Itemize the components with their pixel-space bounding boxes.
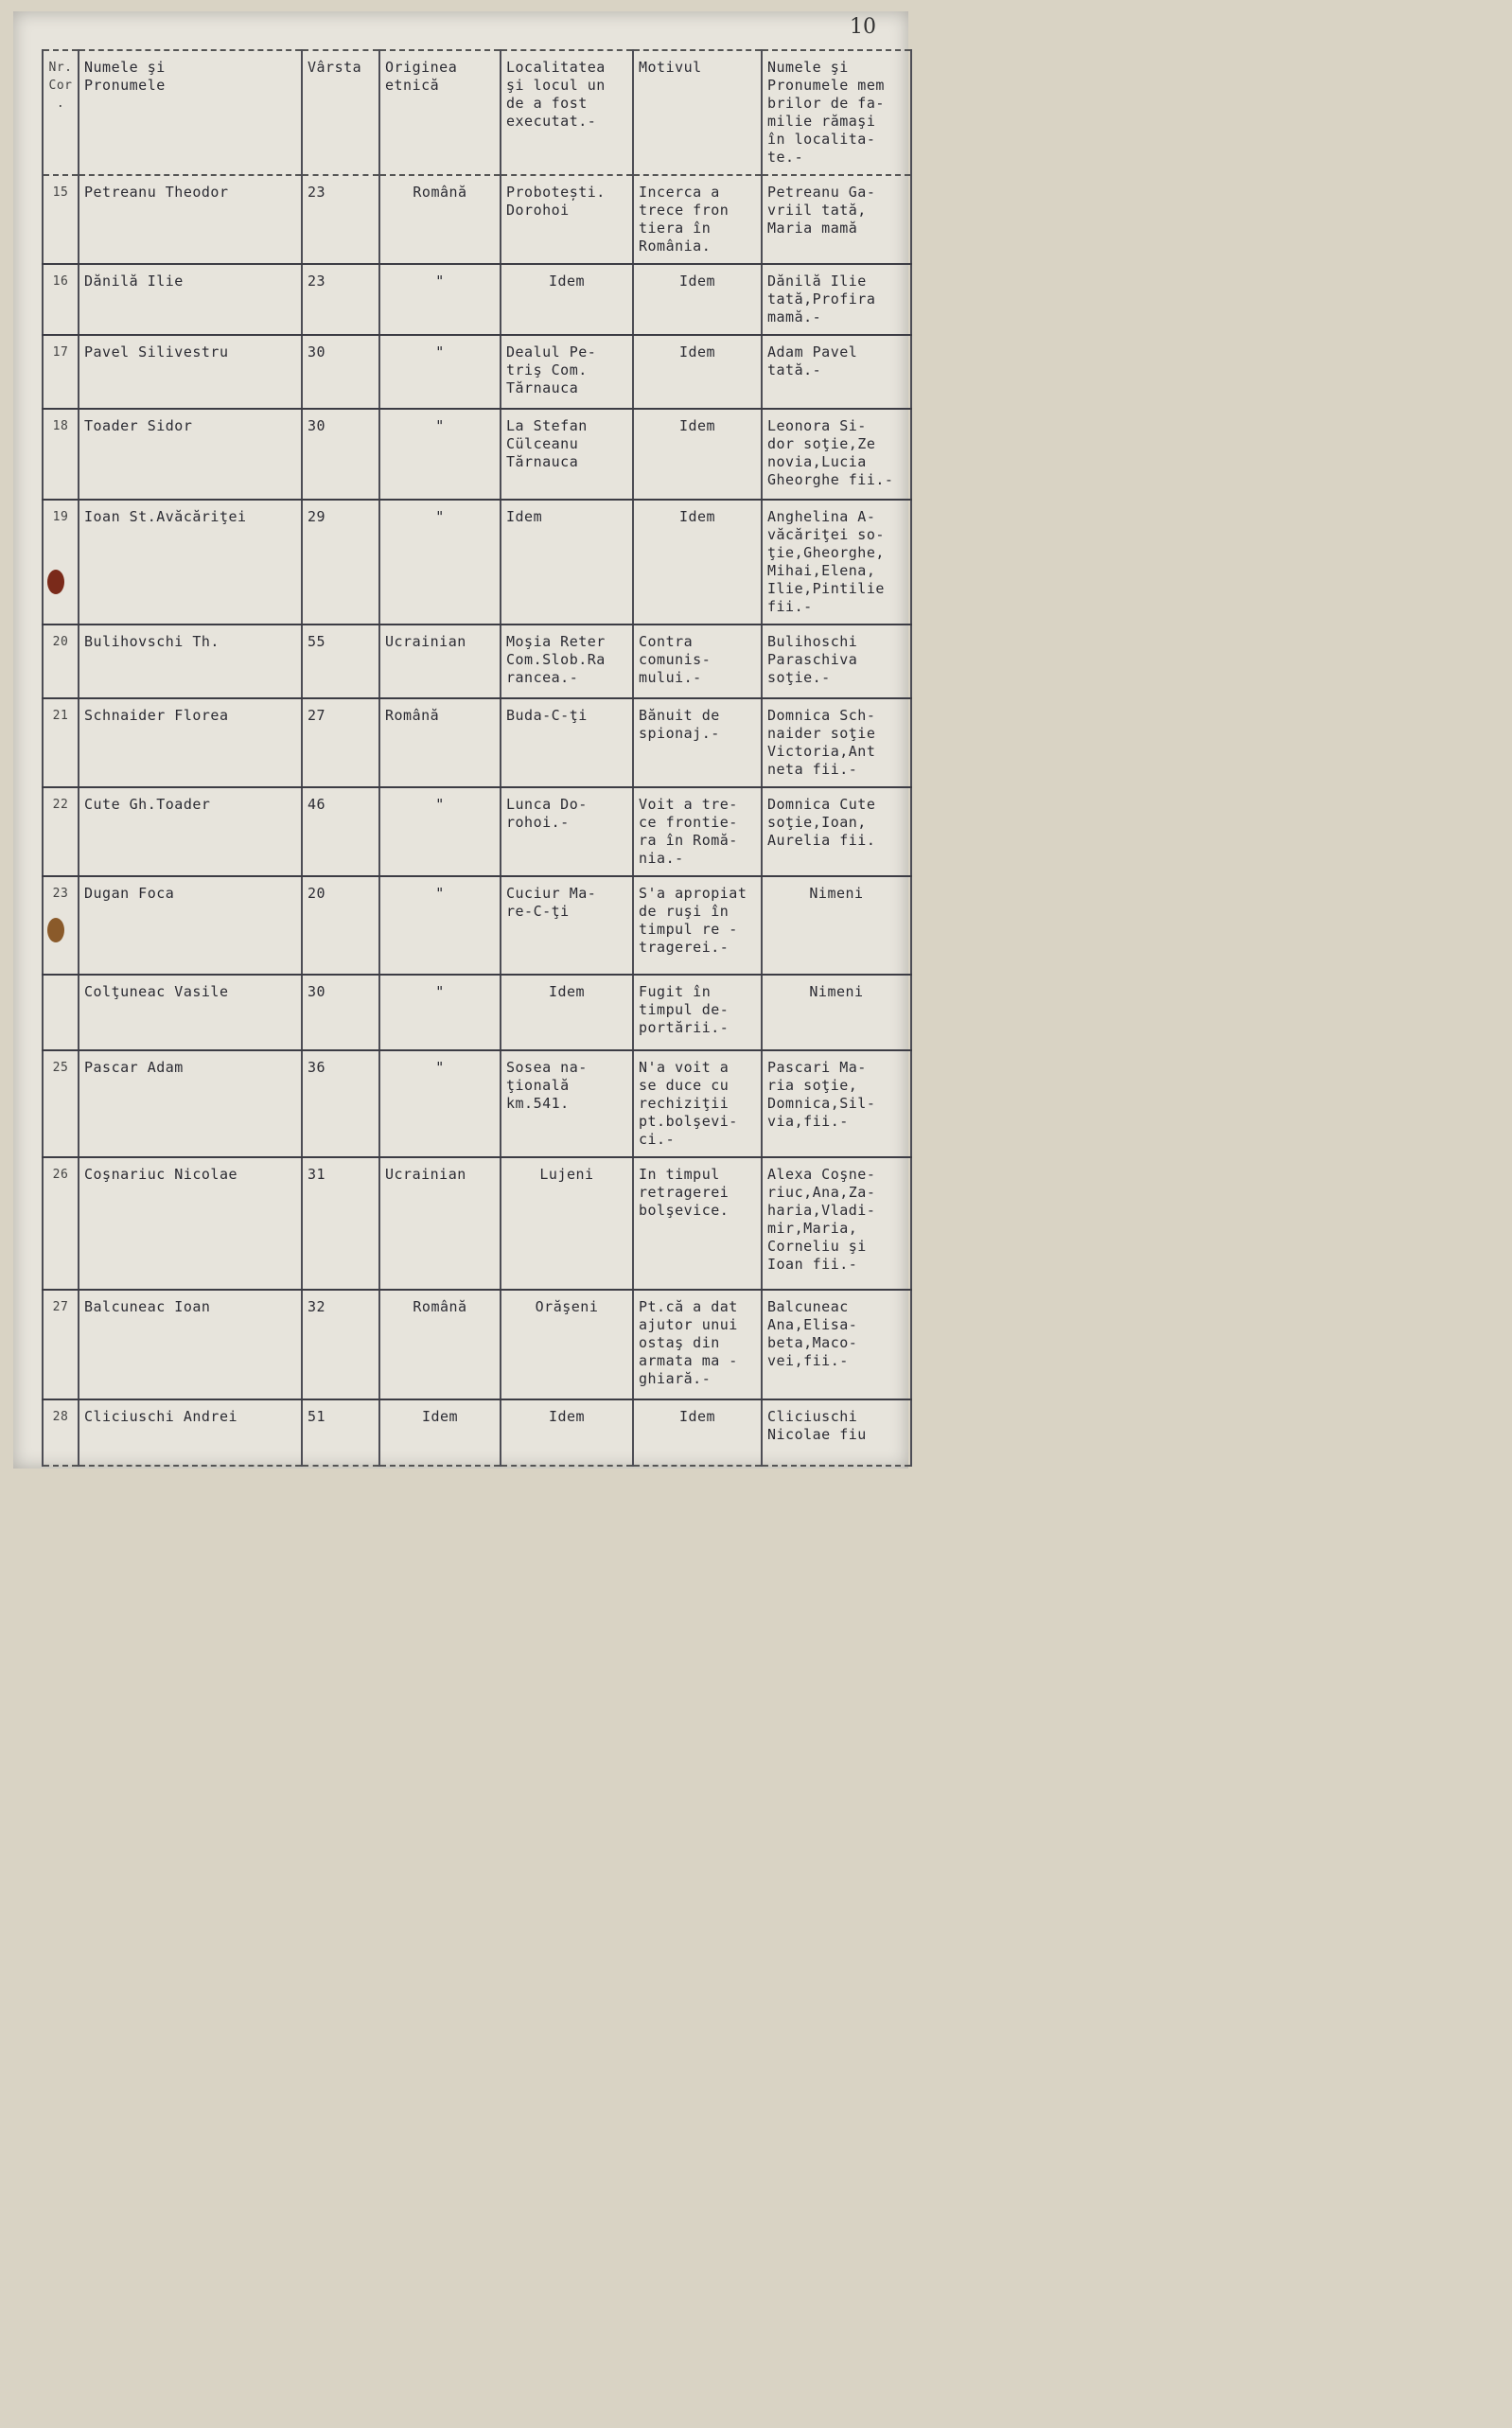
table-row	[43, 698, 911, 787]
row-name: Dănilă Ilie	[79, 264, 302, 335]
row-origin: Română	[379, 1290, 501, 1399]
row-nr: 28	[43, 1399, 79, 1466]
row-origin: "	[379, 975, 501, 1050]
row-age: 55	[302, 625, 379, 698]
row-place: La Stefan Cülceanu Tărnauca	[501, 409, 633, 500]
executions-table	[42, 49, 912, 1467]
row-nr: 26	[43, 1157, 79, 1290]
row-reason: Idem	[633, 1399, 762, 1466]
table-header-row	[43, 50, 911, 175]
table-row	[43, 409, 911, 500]
row-name: Cliciuschi Andrei	[79, 1399, 302, 1466]
row-age: 30	[302, 335, 379, 409]
row-nr: 19	[43, 500, 79, 625]
row-origin: "	[379, 500, 501, 625]
table-row	[43, 876, 911, 975]
row-nr: 16	[43, 264, 79, 335]
row-reason: Bănuit de spionaj.-	[633, 698, 762, 787]
row-nr: 17	[43, 335, 79, 409]
row-place: Lujeni	[501, 1157, 633, 1290]
row-name: Colţuneac Vasile	[79, 975, 302, 1050]
row-place: Moşia Reter Com.Slob.Ra rancea.-	[501, 625, 633, 698]
row-reason: Pt.că a dat ajutor unui ostaş din armata ma - ghiară.-	[633, 1290, 762, 1399]
header-family: Numele şi Pronumele mem brilor de fa- milie rămaşi în localita- te.-	[762, 50, 911, 175]
row-origin: Română	[379, 175, 501, 264]
row-place: Cuciur Ma- re-C-ţi	[501, 876, 633, 975]
header-age: Vârsta	[302, 50, 379, 175]
row-nr: 25	[43, 1050, 79, 1157]
table-row	[43, 335, 911, 409]
table-row	[43, 1157, 911, 1290]
row-reason: Idem	[633, 335, 762, 409]
document-page	[13, 11, 908, 1469]
row-name: Balcuneac Ioan	[79, 1290, 302, 1399]
row-place: Buda-C-ţi	[501, 698, 633, 787]
row-family: Balcuneac Ana,Elisa- beta,Maco- vei,fii.-	[762, 1290, 911, 1399]
table-row	[43, 1290, 911, 1399]
table-row	[43, 1050, 911, 1157]
row-reason: Idem	[633, 500, 762, 625]
row-origin: "	[379, 1050, 501, 1157]
row-place: Idem	[501, 264, 633, 335]
table-row	[43, 500, 911, 625]
row-name: Pavel Silivestru	[79, 335, 302, 409]
row-family: Domnica Cute soţie,Ioan, Aurelia fii.	[762, 787, 911, 876]
row-age: 23	[302, 264, 379, 335]
row-family: Petreanu Ga- vriil tată, Maria mamă	[762, 175, 911, 264]
row-place: Idem	[501, 975, 633, 1050]
row-name: Coşnariuc Nicolae	[79, 1157, 302, 1290]
row-age: 30	[302, 975, 379, 1050]
row-age: 36	[302, 1050, 379, 1157]
row-nr: 23	[43, 876, 79, 975]
row-origin: "	[379, 787, 501, 876]
row-origin: Română	[379, 698, 501, 787]
row-name: Bulihovschi Th.	[79, 625, 302, 698]
page-number: 10	[850, 15, 876, 39]
table-row	[43, 625, 911, 698]
row-age: 20	[302, 876, 379, 975]
row-family: Dănilă Ilie tată,Profira mamă.-	[762, 264, 911, 335]
row-family: Adam Pavel tată.-	[762, 335, 911, 409]
row-name: Petreanu Theodor	[79, 175, 302, 264]
row-place: Orăşeni	[501, 1290, 633, 1399]
row-name: Schnaider Florea	[79, 698, 302, 787]
row-place: Lunca Do- rohoi.-	[501, 787, 633, 876]
row-age: 27	[302, 698, 379, 787]
row-origin: "	[379, 335, 501, 409]
row-name: Ioan St.Avăcăriţei	[79, 500, 302, 625]
row-family: Nimeni	[762, 876, 911, 975]
row-reason: Contra comunis- mului.-	[633, 625, 762, 698]
row-nr: 21	[43, 698, 79, 787]
row-family: Nimeni	[762, 975, 911, 1050]
row-place: Dealul Pe- triş Com. Tărnauca	[501, 335, 633, 409]
row-nr: 18	[43, 409, 79, 500]
row-age: 23	[302, 175, 379, 264]
row-place: Sosea na- ţională km.541.	[501, 1050, 633, 1157]
row-family: Leonora Si- dor soţie,Ze novia,Lucia Gheorghe fii.-	[762, 409, 911, 500]
row-origin: Ucrainian	[379, 625, 501, 698]
row-name: Dugan Foca	[79, 876, 302, 975]
header-nr: Nr. Cor.	[43, 50, 79, 175]
row-reason: N'a voit a se duce cu rechiziţii pt.bolşevi- ci.-	[633, 1050, 762, 1157]
row-age: 31	[302, 1157, 379, 1290]
table-row	[43, 264, 911, 335]
row-origin: Ucrainian	[379, 1157, 501, 1290]
table-row	[43, 975, 911, 1050]
row-name: Toader Sidor	[79, 409, 302, 500]
row-name: Cute Gh.Toader	[79, 787, 302, 876]
row-reason: Voit a tre- ce frontie- ra în Romă- nia.-	[633, 787, 762, 876]
row-family: Alexa Coşne- riuc,Ana,Za- haria,Vladi- mir,Maria, Corneliu şi Ioan fii.-	[762, 1157, 911, 1290]
row-reason: S'a apropiat de ruşi în timpul re - tragerei.-	[633, 876, 762, 975]
header-name: Numele şi Pronumele	[79, 50, 302, 175]
row-reason: Fugit în timpul de- portării.-	[633, 975, 762, 1050]
row-place: Probotești. Dorohoi	[501, 175, 633, 264]
row-age: 46	[302, 787, 379, 876]
row-age: 32	[302, 1290, 379, 1399]
row-origin: "	[379, 876, 501, 975]
row-nr: 22	[43, 787, 79, 876]
row-name: Pascar Adam	[79, 1050, 302, 1157]
row-family: Domnica Sch- naider soţie Victoria,Ant neta fii.-	[762, 698, 911, 787]
row-family: Cliciuschi Nicolae fiu	[762, 1399, 911, 1466]
table-row	[43, 175, 911, 264]
row-nr: 27	[43, 1290, 79, 1399]
row-family: Bulihoschi Paraschiva soţie.-	[762, 625, 911, 698]
row-reason: Idem	[633, 264, 762, 335]
row-place: Idem	[501, 1399, 633, 1466]
row-age: 51	[302, 1399, 379, 1466]
row-family: Anghelina A- văcăriţei so- ţie,Gheorghe, Mihai,Elena, Ilie,Pintilie fii.-	[762, 500, 911, 625]
row-reason: Idem	[633, 409, 762, 500]
table-row	[43, 1399, 911, 1466]
row-age: 30	[302, 409, 379, 500]
row-nr: 15	[43, 175, 79, 264]
table-row	[43, 787, 911, 876]
header-reason: Motivul	[633, 50, 762, 175]
header-place: Localitatea şi locul un de a fost executat.-	[501, 50, 633, 175]
row-reason: Incerca a trece fron tiera în România.	[633, 175, 762, 264]
row-origin: Idem	[379, 1399, 501, 1466]
row-origin: "	[379, 264, 501, 335]
row-reason: In timpul retragerei bolşevice.	[633, 1157, 762, 1290]
row-family: Pascari Ma- ria soţie, Domnica,Sil- via,fii.-	[762, 1050, 911, 1157]
row-age: 29	[302, 500, 379, 625]
row-nr: 20	[43, 625, 79, 698]
row-nr	[43, 975, 79, 1050]
header-origin: Originea etnică	[379, 50, 501, 175]
row-origin: "	[379, 409, 501, 500]
row-place: Idem	[501, 500, 633, 625]
